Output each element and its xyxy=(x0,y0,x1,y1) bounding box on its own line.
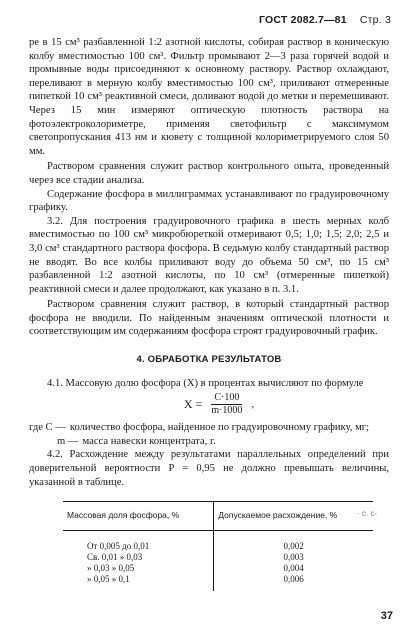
table-cell-range: Св. 0,01 » 0,03 xyxy=(63,552,214,563)
table-cell-range: » 0,05 » 0,1 xyxy=(63,574,214,591)
formula-fraction xyxy=(208,392,245,417)
table-row xyxy=(63,552,373,563)
tolerance-table xyxy=(63,501,373,591)
formula-denominator: m·1000 xyxy=(211,405,243,417)
page-header xyxy=(259,14,391,26)
formula-definitions xyxy=(29,421,389,448)
formula-numerator: C·100 xyxy=(211,392,242,405)
table-cell-range: От 0,005 до 0,01 xyxy=(63,530,214,552)
definition-c-symbol: где C — xyxy=(29,422,66,434)
paragraph-3-2: 3.2. Для построения градуировочного графика в шесть мерных колб вместимостью по 100 см³ микробюреткой отмеривают 0,5; 1,0; 1,5; 2,0; 2,5 и 3,0 см³ стандартного раствора фосфора. В седьмую колбу стандартный раствор не вводят. Во все колбы приливают воду до объема 50 см³, по 15 см³ разбавленной 1:2 азотной кислоты, по 10 см³ (отмеренные пипеткой) реактивной смеси и далее продолжают, как указано в п. 3.1. xyxy=(29,215,389,295)
table-row xyxy=(63,563,373,574)
paragraph-4-2: 4.2. Расхождение между результатами параллельных определений при доверительной вероятности P = 0,95 не должно превышать величины, указанной в таблице. xyxy=(29,449,389,488)
table-cell-value: 0,003 xyxy=(283,551,304,562)
table-cell-value: 0,006 xyxy=(283,573,304,584)
formula-mass-fraction xyxy=(49,392,389,417)
table-cell-range: » 0,03 » 0,05 xyxy=(63,563,214,574)
table-header-mass-fraction: Массовая доля фосфора, % xyxy=(63,502,214,531)
page-label: Стр. 3 xyxy=(359,14,391,26)
definition-m xyxy=(29,435,389,449)
document-body xyxy=(29,36,389,591)
section-title-results: 4. ОБРАБОТКА РЕЗУЛЬТАТОВ xyxy=(136,354,282,366)
table-header-tolerance: Допускаемое расхождение, % xyxy=(214,502,373,531)
definition-m-text: масса навески концентрата, г. xyxy=(82,435,216,447)
table-row xyxy=(63,530,373,552)
formula-comma: , xyxy=(251,398,255,410)
paragraph-reference-solution: Раствором сравнения служит раствор контрольного опыта, проведенный через все стадии анализа. xyxy=(29,161,389,186)
paragraph-phosphorus-content: Содержание фосфора в миллиграммах устанавливают по градуировочному графику. xyxy=(29,188,389,214)
standard-number: ГОСТ 2082.7—81 xyxy=(259,14,347,26)
definition-c-text: количество фосфора, найденное по градуировочному графику, мг; xyxy=(69,422,370,434)
page-number: 37 xyxy=(380,610,393,622)
scan-corner-mark: · с. с- xyxy=(357,509,377,518)
definition-c xyxy=(29,421,389,435)
paragraph-4-1: 4.1. Массовую долю фосфора (X) в процентах вычисляют по формуле xyxy=(47,377,364,389)
paragraph-reference-solution-2: Раствором сравнения служит раствор, в который стандартный раствор фосфора не вводили. По найденным значениям оптической плотности и соответствующим им содержаниям фосфора строят градуировочный график. xyxy=(29,299,389,338)
definition-m-symbol: m — xyxy=(57,435,79,447)
table-cell-value: 0,004 xyxy=(283,562,304,573)
table-cell-value: 0,002 xyxy=(283,540,304,551)
table-row xyxy=(63,574,373,591)
paragraph-continuation: ре в 15 см³ разбавленной 1:2 азотной кислоты, собирая раствор в коническую колбу вместимостью 100 см³. Фильтр промывают 2—3 раза горячей водой и промывные воды присоединяют к основному раствору. Раствор охлаждают, переливают в мерную колбу вместимостью 100 см³, приливают отмеренные пипеткой 10 см³ реактивной смеси, доливают водой до метки и перемешивают. Через 15 мин измеряют оптическую плотность раствора на фотоэлектроколориметре, применяя светофильтр с максимумом светопропускания 413 нм и кювету с толщиной колориметрируемого слоя 50 мм. xyxy=(29,37,389,157)
formula-lhs: X = xyxy=(183,396,203,411)
